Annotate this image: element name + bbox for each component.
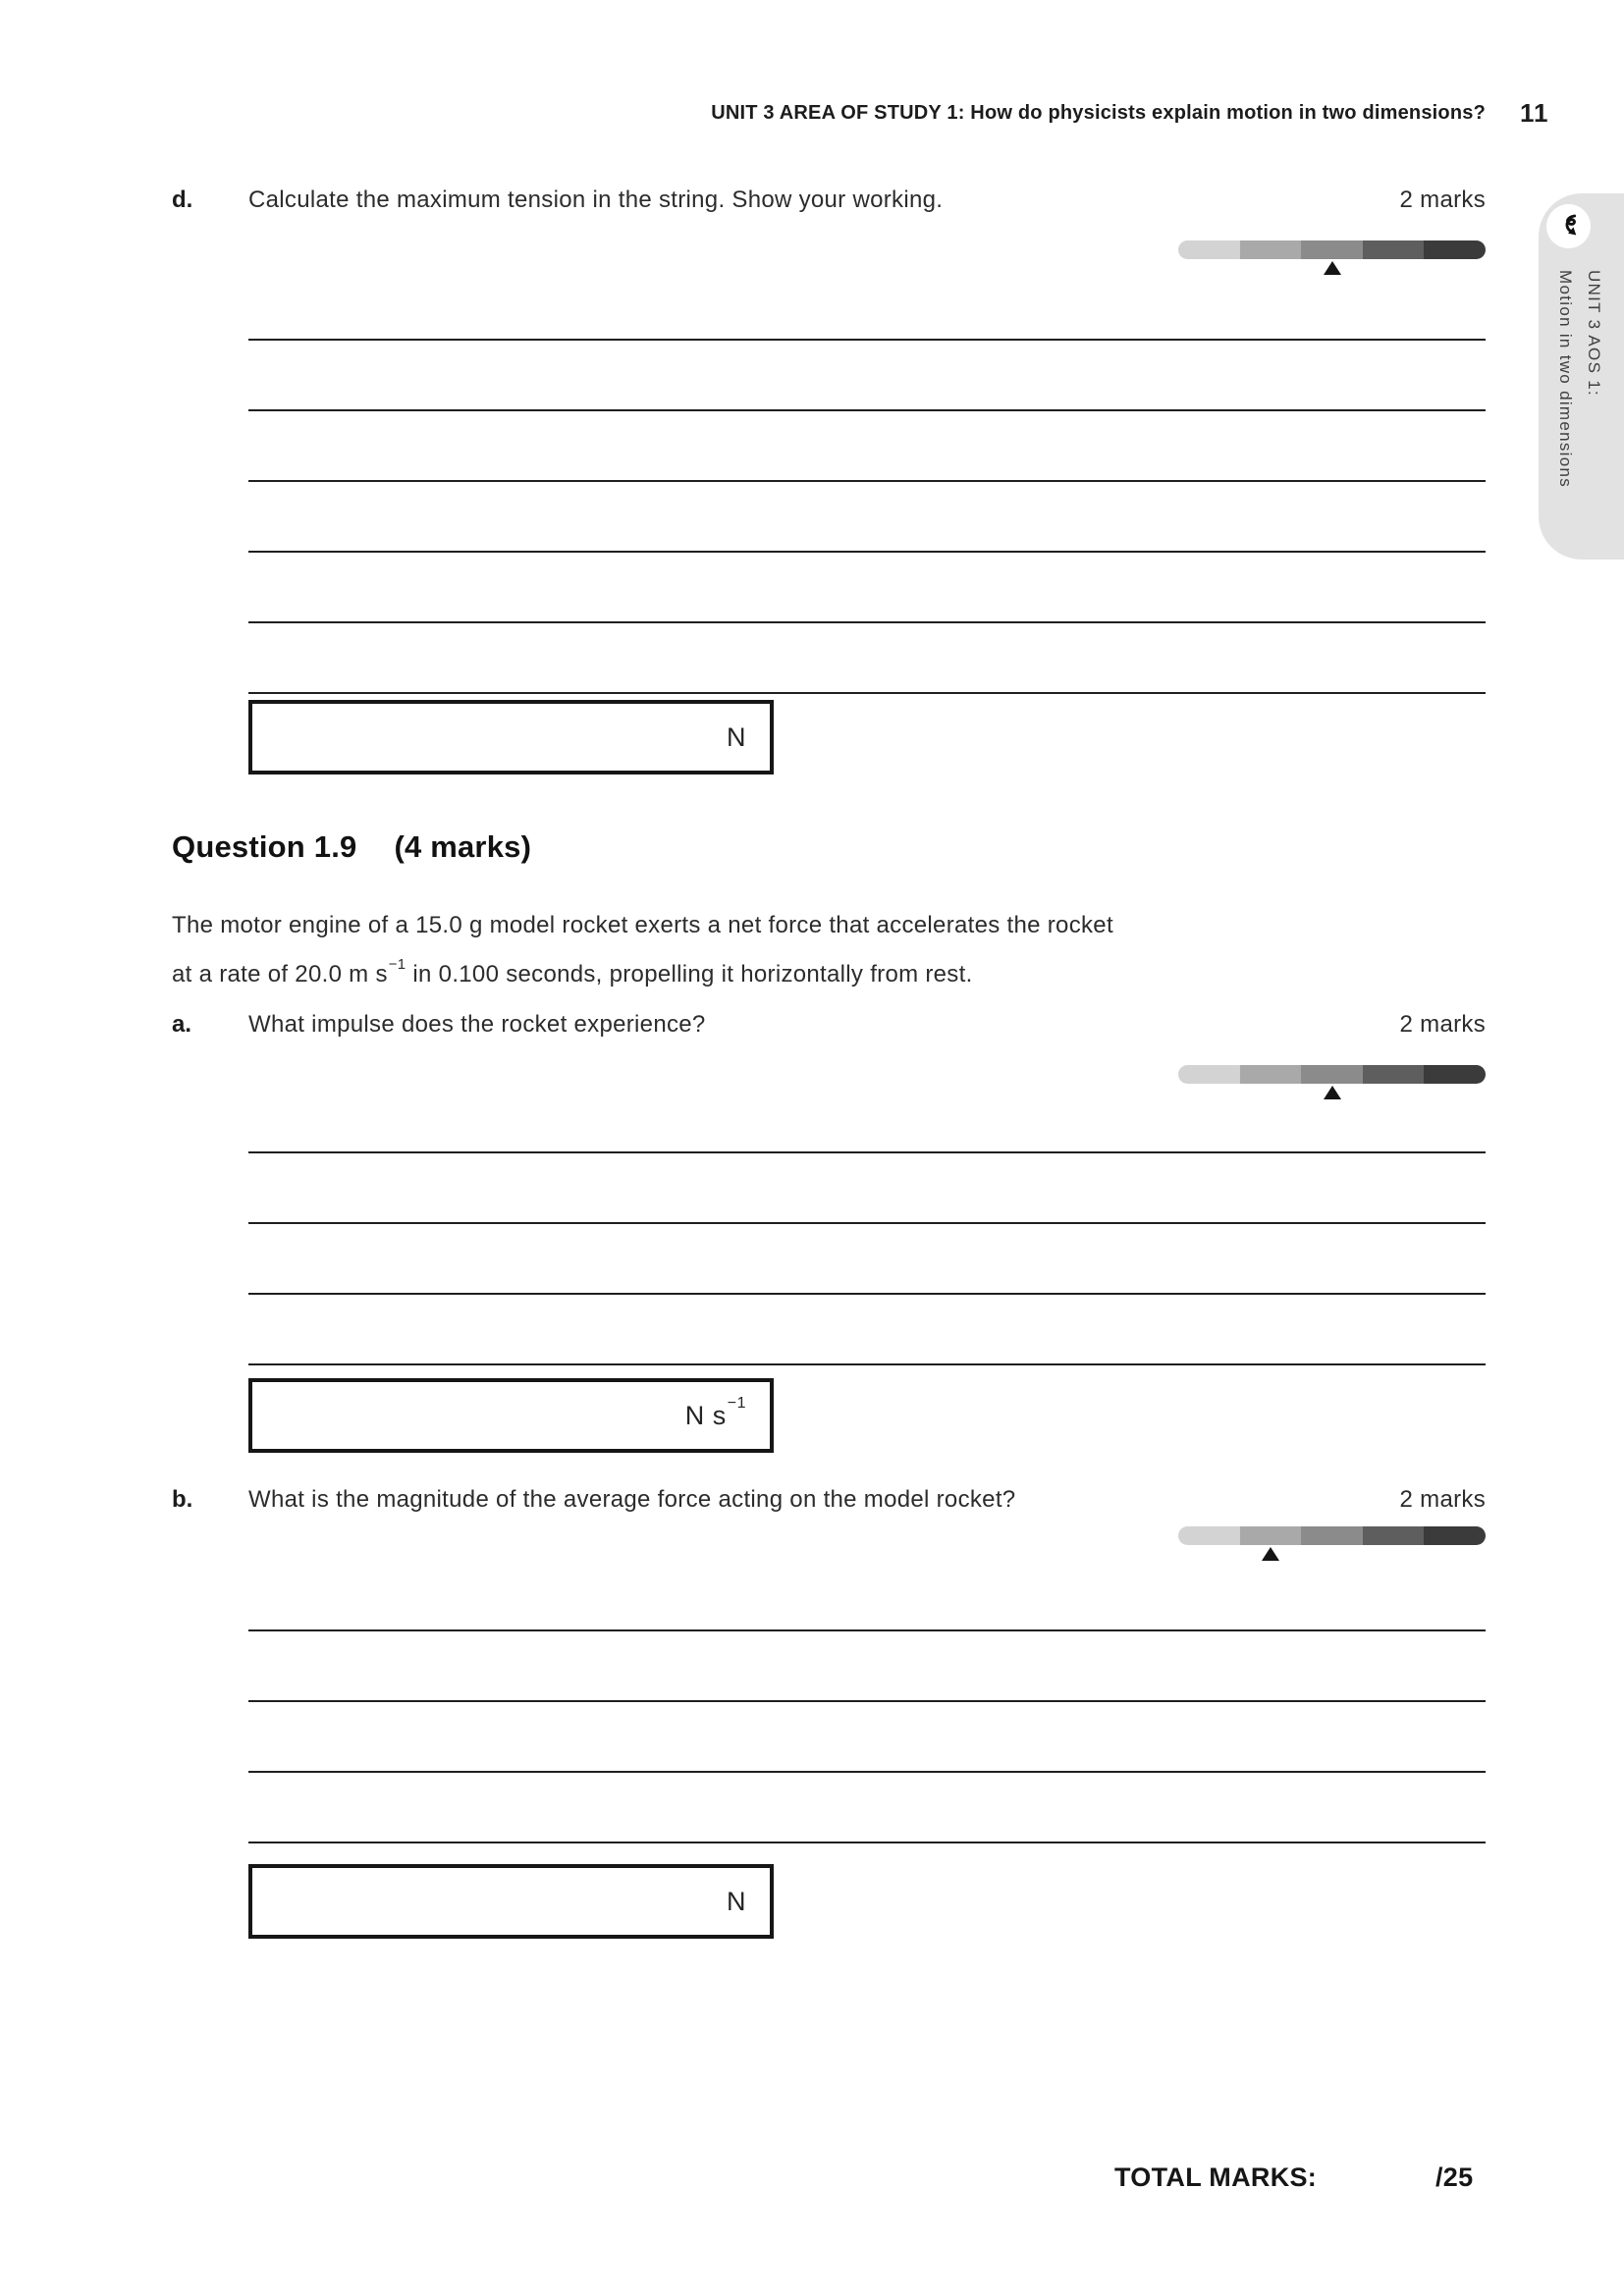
answer-line <box>248 1153 1486 1224</box>
side-tab-unit-label: UNIT 3 AOS 1: <box>1585 270 1603 398</box>
answer-line <box>248 411 1486 482</box>
difficulty-gradient <box>1178 1065 1486 1084</box>
difficulty-segment <box>1424 1526 1486 1545</box>
answer-line <box>248 1773 1486 1843</box>
question-d-marks: 2 marks <box>1399 187 1486 213</box>
side-tab-topic-label: Motion in two dimensions <box>1556 270 1575 489</box>
answer-lines-a <box>248 1083 1486 1365</box>
difficulty-segment <box>1363 1065 1425 1084</box>
total-marks-label: TOTAL MARKS: <box>1114 2163 1318 2192</box>
difficulty-gradient <box>1178 240 1486 259</box>
answer-line <box>248 1295 1486 1365</box>
answer-unit-d: N <box>727 721 746 752</box>
part-b-marks: 2 marks <box>1399 1486 1486 1513</box>
answer-line <box>248 1631 1486 1702</box>
side-tab-unit3-aos1 <box>1539 193 1624 560</box>
part-a-marks: 2 marks <box>1399 1011 1486 1038</box>
intro-line-2 <box>172 950 1492 1002</box>
answer-line <box>248 1224 1486 1295</box>
difficulty-segment <box>1424 240 1486 259</box>
difficulty-segment <box>1240 1526 1302 1545</box>
part-b-prompt: What is the magnitude of the average force acting on the model rocket? <box>248 1486 1016 1513</box>
answer-lines-b <box>248 1561 1486 1843</box>
answer-line <box>248 623 1486 694</box>
intro-line-2-pre: at a rate of 20.0 m s <box>172 961 388 988</box>
answer-line <box>248 1561 1486 1631</box>
answer-lines-d <box>248 270 1486 694</box>
total-marks-value: /25 <box>1435 2163 1474 2192</box>
difficulty-gradient <box>1178 1526 1486 1545</box>
difficulty-bar-a <box>1178 1065 1486 1084</box>
part-b-label: b. <box>172 1486 193 1513</box>
motion-swoosh-icon <box>1554 212 1584 241</box>
difficulty-segment <box>1363 1526 1425 1545</box>
intro-line-2-superscript: −1 <box>388 956 406 973</box>
page-number: 11 <box>1520 98 1549 128</box>
difficulty-segment <box>1240 240 1302 259</box>
difficulty-segment <box>1301 1065 1363 1084</box>
side-tab-text <box>1551 270 1608 488</box>
question-1-9-marks: (4 marks) <box>394 829 532 864</box>
intro-line-2-post: in 0.100 seconds, propelling it horizontally from rest. <box>406 961 973 988</box>
answer-unit-a-superscript: −1 <box>727 1395 746 1412</box>
difficulty-segment <box>1424 1065 1486 1084</box>
answer-line <box>248 1702 1486 1773</box>
difficulty-segment <box>1178 1065 1240 1084</box>
answer-box-a <box>248 1378 774 1453</box>
difficulty-bar-b <box>1178 1526 1486 1545</box>
answer-line <box>248 553 1486 623</box>
question-d-label: d. <box>172 187 193 213</box>
difficulty-segment <box>1240 1065 1302 1084</box>
question-1-9-intro <box>172 901 1492 1002</box>
page-header-title: UNIT 3 AREA OF STUDY 1: How do physicists explain motion in two dimensions? <box>711 102 1486 124</box>
part-a-label: a. <box>172 1011 192 1038</box>
difficulty-marker-arrow <box>1262 1547 1279 1561</box>
side-tab-icon-circle <box>1546 204 1591 248</box>
question-1-9-heading <box>172 829 531 865</box>
difficulty-segment <box>1178 240 1240 259</box>
answer-line <box>248 1083 1486 1153</box>
answer-line <box>248 270 1486 341</box>
answer-box-b <box>248 1864 774 1939</box>
difficulty-segment <box>1301 1526 1363 1545</box>
answer-unit-b: N <box>727 1886 746 1916</box>
part-a-prompt: What impulse does the rocket experience? <box>248 1011 706 1038</box>
answer-box-d <box>248 700 774 774</box>
difficulty-bar-d <box>1178 240 1486 259</box>
intro-line-1: The motor engine of a 15.0 g model rocket exerts a net force that accelerates the rocket <box>172 912 1113 938</box>
answer-line <box>248 482 1486 553</box>
question-d-prompt: Calculate the maximum tension in the string. Show your working. <box>248 187 944 213</box>
answer-line <box>248 341 1486 411</box>
difficulty-segment <box>1363 240 1425 259</box>
answer-unit-a: N s <box>684 1400 727 1430</box>
question-1-9-title: Question 1.9 <box>172 829 357 864</box>
difficulty-segment <box>1301 240 1363 259</box>
difficulty-segment <box>1178 1526 1240 1545</box>
